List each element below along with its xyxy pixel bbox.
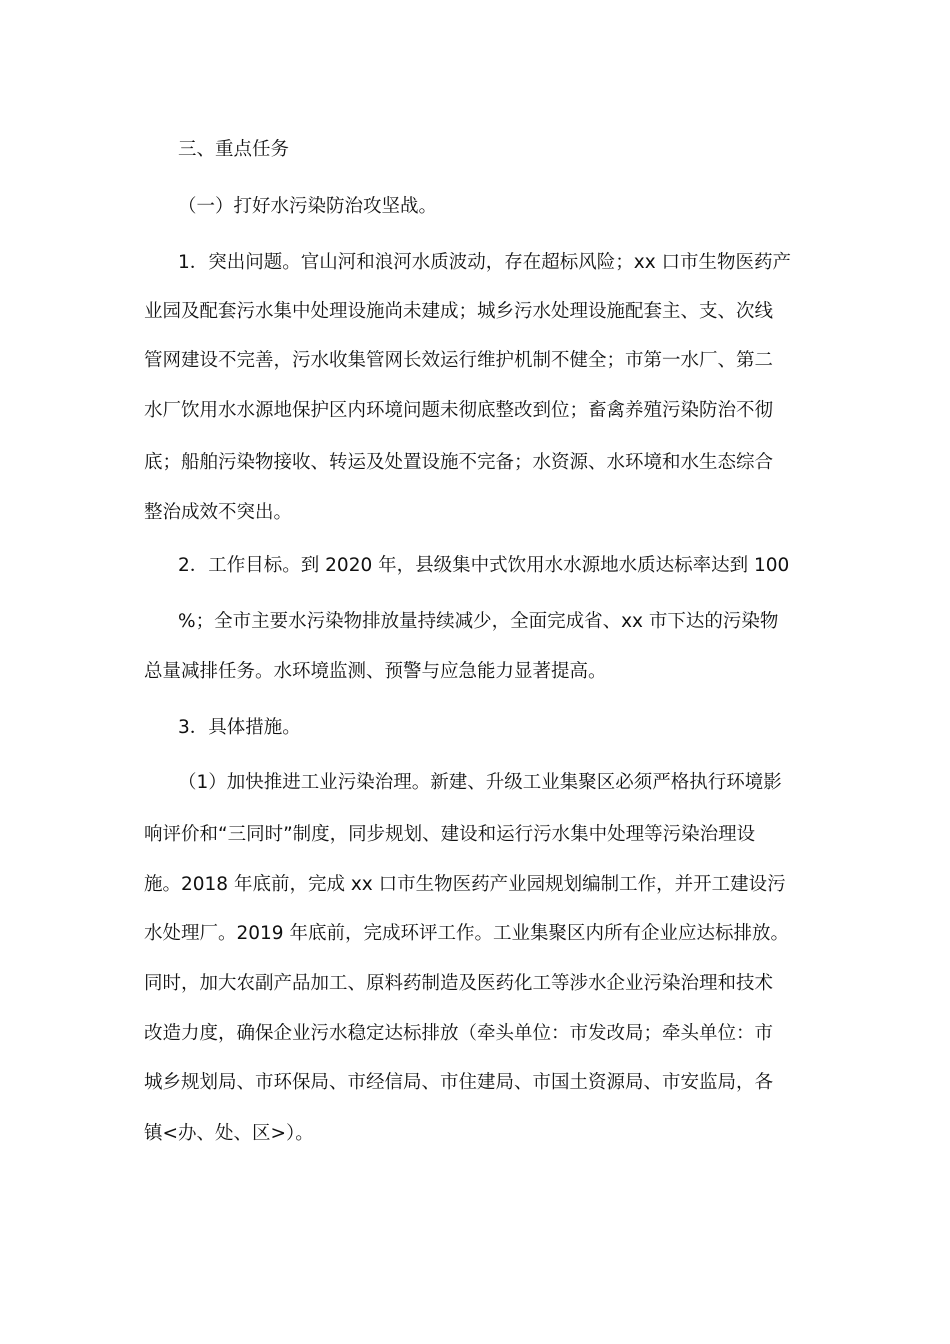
paragraph-line: 水处理厂。2019 年底前，完成环评工作。工业集聚区内所有企业应达标排放。 [144,923,789,944]
paragraph-line: 城乡规划局、市环保局、市经信局、市住建局、市国土资源局、市安监局，各 [144,1072,774,1093]
paragraph-line: 改造力度，确保企业污水稳定达标排放（牵头单位：市发改局；牵头单位：市 [144,1023,774,1044]
paragraph-line: %；全市主要水污染物排放量持续减少，全面完成省、xx 市下达的污染物 [178,611,779,632]
paragraph-line: 镇<办、处、区>）。 [144,1123,314,1144]
subsection-heading: （一）打好水污染防治攻坚战。 [178,196,438,217]
paragraph-line: 2．工作目标。到 2020 年，县级集中式饮用水水源地水质达标率达到 100 [178,555,790,576]
paragraph-line: 底；船舶污染物接收、转运及处置设施不完备；水资源、水环境和水生态综合 [144,452,774,473]
section-heading: 三、重点任务 [178,139,290,160]
paragraph-line: 3．具体措施。 [178,717,301,738]
paragraph-line: 水厂饮用水水源地保护区内环境问题未彻底整改到位；畜禽养殖污染防治不彻 [144,400,774,421]
paragraph-line: 管网建设不完善，污水收集管网长效运行维护机制不健全；市第一水厂、第二 [144,350,774,371]
paragraph-line: 整治成效不突出。 [144,502,293,523]
paragraph-line: 1．突出问题。官山河和浪河水质波动，存在超标风险；xx 口市生物医药产 [178,252,792,273]
paragraph-line: 同时，加大农副产品加工、原料药制造及医药化工等涉水企业污染治理和技术 [144,973,774,994]
paragraph-line: （1）加快推进工业污染治理。新建、升级工业集聚区必须严格执行环境影 [178,772,782,793]
paragraph-line: 响评价和“三同时”制度，同步规划、建设和运行污水集中处理等污染治理设 [144,824,756,845]
paragraph-line: 总量减排任务。水环境监测、预警与应急能力显著提高。 [144,661,607,682]
paragraph-line: 施。2018 年底前，完成 xx 口市生物医药产业园规划编制工作，并开工建设污 [144,874,786,895]
paragraph-line: 业园及配套污水集中处理设施尚未建成；城乡污水处理设施配套主、支、次线 [144,301,774,322]
